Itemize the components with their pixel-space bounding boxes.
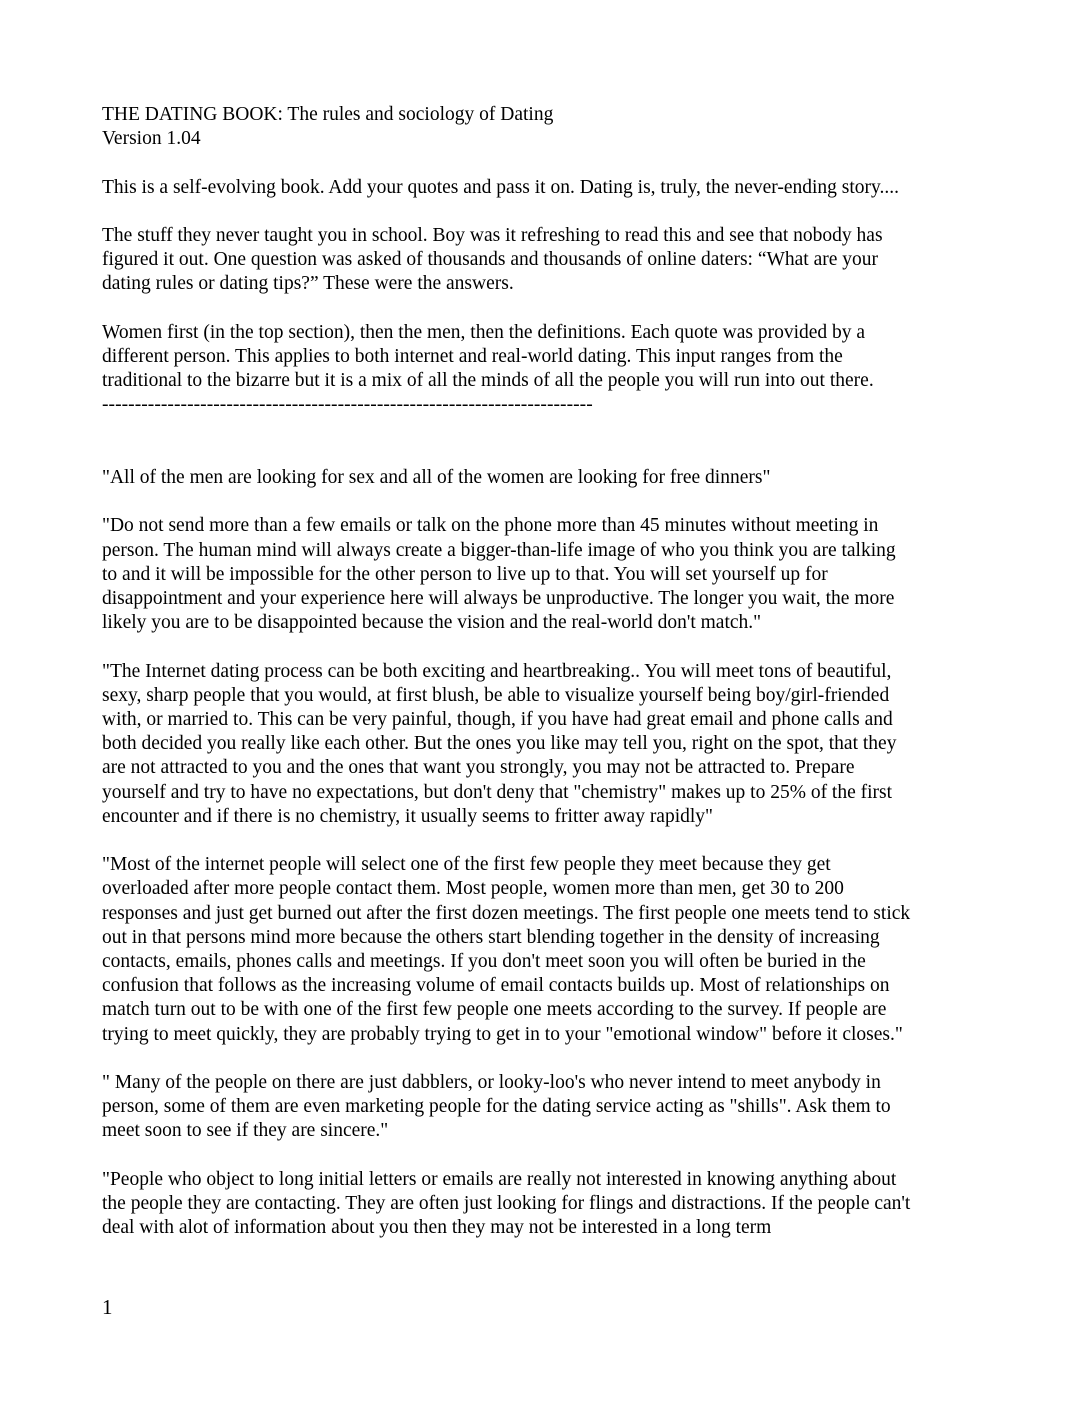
text-line: "Most of the internet people will select one of the first few people they meet because they get — [102, 854, 831, 876]
quote-paragraph — [102, 514, 990, 635]
text-line: deal with alot of information about you then they may not be interested in a long term — [102, 1217, 772, 1239]
quote-paragraph — [102, 1168, 990, 1241]
intro-paragraph — [102, 224, 990, 297]
text-line: trying to meet quickly, they are probably trying to get in to your "emotional window" before it closes." — [102, 1023, 903, 1045]
text-line: match turn out to be with one of the first few people one meets according to the survey. If people are — [102, 999, 887, 1021]
text-line: overloaded after more people contact them. Most people, women more than men, get 30 to 200 — [102, 878, 844, 900]
text-line: "People who object to long initial letters or emails are really not interested in knowing anything about — [102, 1168, 897, 1190]
text-line: the people they are contacting. They are often just looking for flings and distractions. If the people can't — [102, 1193, 911, 1214]
text-line: traditional to the bizarre but it is a mix of all the minds of all the people you will run into out there. — [102, 370, 874, 392]
text-line: person. The human mind will always create a bigger-than-life image of who you think you are talking — [102, 539, 896, 561]
text-line: disappointment and your experience here will always be unproductive. The longer you wait, the more — [102, 587, 895, 609]
text-line: to and it will be impossible for the other person to live up to that. You will set yourself up for — [102, 563, 828, 585]
section-spacer — [102, 418, 990, 466]
quote-paragraph — [102, 660, 990, 829]
quote-paragraph — [102, 466, 990, 490]
quote-paragraph — [102, 1071, 990, 1144]
text-line: "All of the men are looking for sex and all of the women are looking for free dinners" — [102, 466, 771, 488]
text-line: with, or married to. This can be very painful, though, if you have had great email and phone calls and — [102, 708, 893, 730]
text-line: likely you are to be disappointed because the vision and the real-world don't match." — [102, 612, 762, 634]
intro-section — [102, 176, 990, 394]
text-line: confusion that follows as the increasing volume of email contacts builds up. Most of relationships on — [102, 975, 890, 997]
text-line: yourself and try to have no expectations, but don't deny that "chemistry" makes up to 25% of the first — [102, 781, 893, 803]
text-line: responses and just get burned out after the first dozen meetings. The first people one meets tend to stick — [102, 902, 911, 924]
text-line: figured it out. One question was asked of thousands and thousands of online daters: “What are your — [102, 249, 879, 271]
text-line: person, some of them are even marketing people for the dating service acting as "shills". Ask them to — [102, 1096, 891, 1118]
section-separator: --------------------------------------------------------------------------- — [102, 394, 593, 416]
text-line: "Do not send more than a few emails or talk on the phone more than 45 minutes without meeting in — [102, 515, 879, 537]
text-line: both decided you really like each other. But the ones you like may tell you, right on the spot, that they — [102, 733, 897, 755]
text-line: meet soon to see if they are sincere." — [102, 1120, 389, 1142]
page-number: 1 — [102, 1295, 113, 1319]
document-title: THE DATING BOOK: The rules and sociology of Dating — [102, 104, 554, 125]
text-line: encounter and if there is no chemistry, it usually seems to fritter away rapidly" — [102, 805, 714, 827]
intro-paragraph — [102, 176, 990, 200]
text-line: " Many of the people on there are just dabblers, or looky-loo's who never intend to meet anybody in — [102, 1072, 881, 1093]
text-line: different person. This applies to both internet and real-world dating. This input ranges from the — [102, 345, 843, 367]
text-line: Women first (in the top section), then the men, then the definitions. Each quote was provided by a — [102, 321, 866, 343]
intro-paragraph — [102, 321, 990, 394]
text-line: "The Internet dating process can be both exciting and heartbreaking.. You will meet tons of beautiful, — [102, 660, 892, 682]
text-line: This is a self-evolving book. Add your quotes and pass it on. Dating is, truly, the never-ending story.... — [102, 176, 900, 198]
page-content — [102, 103, 990, 1240]
text-line: out in that persons mind more because the others start blending together in the density of increasing — [102, 926, 880, 948]
text-line: sexy, sharp people that you would, at first blush, be able to visualize yourself being boy/girl-friended — [102, 684, 890, 706]
title-block — [102, 103, 990, 151]
text-line: dating rules or dating tips?” These were the answers. — [102, 273, 514, 295]
text-line: The stuff they never taught you in school. Boy was it refreshing to read this and see that nobody has — [102, 224, 883, 246]
quotes-section — [102, 466, 990, 1240]
text-line: contacts, emails, phones calls and meetings. If you don't meet soon you will often be buried in the — [102, 951, 866, 972]
quote-paragraph — [102, 853, 990, 1047]
text-line: are not attracted to you and the ones that want you strongly, you may not be attracted to. Prepare — [102, 757, 855, 779]
document-version: Version 1.04 — [102, 128, 201, 150]
